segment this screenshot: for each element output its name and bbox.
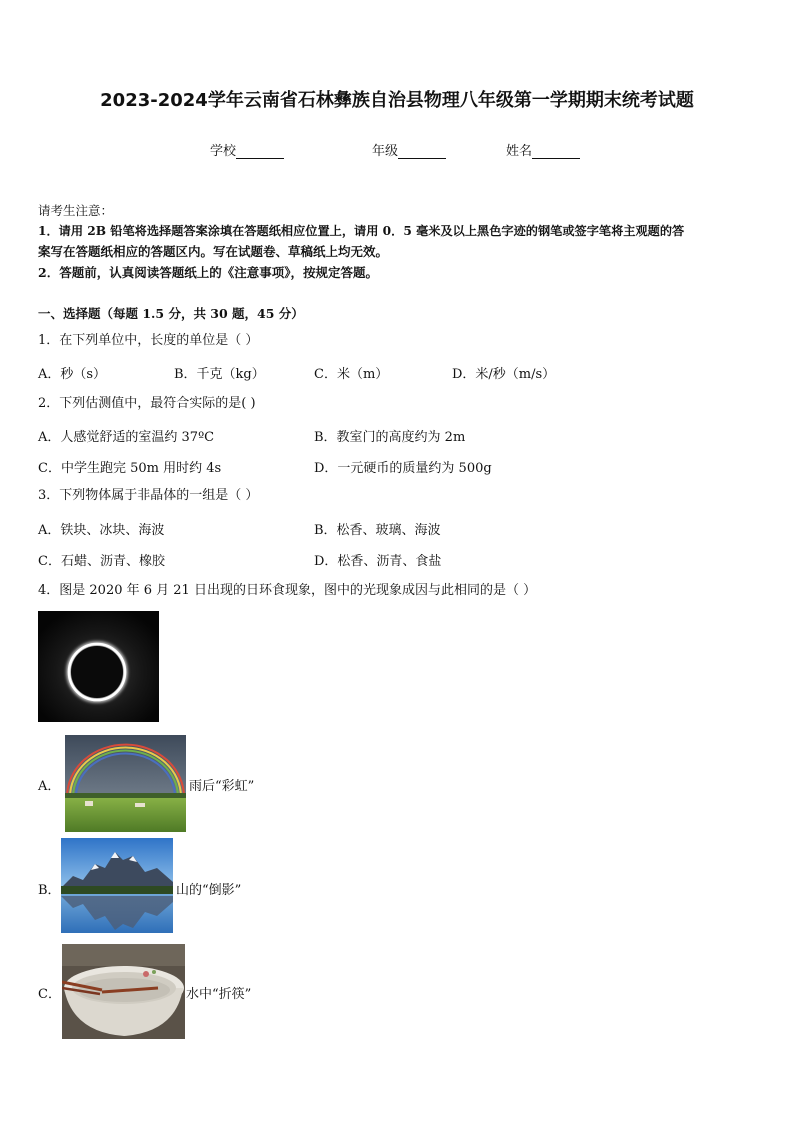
annular-eclipse-illustration bbox=[38, 611, 159, 722]
school-label: 学校 bbox=[210, 144, 237, 159]
q4-option-b-letter: B． bbox=[38, 883, 61, 898]
notice-heading: 请考生注意： bbox=[38, 203, 114, 218]
q4-option-c-letter: C． bbox=[38, 987, 61, 1002]
q3-option-d: D．松香、沥青、食盐 bbox=[314, 554, 442, 569]
q2-option-d: D．一元硬币的质量约为 500g bbox=[314, 461, 492, 476]
notice-item1-line2: 案写在答题纸相应的答题区内。写在试题卷、草稿纸上均无效。 bbox=[38, 244, 389, 259]
q1-option-d: D．米/秒（m/s） bbox=[452, 367, 556, 382]
name-blank bbox=[532, 146, 580, 159]
q3-option-c: C．石蜡、沥青、橡胶 bbox=[38, 554, 165, 569]
q3-option-b: B．松香、玻璃、海波 bbox=[314, 523, 441, 538]
grade-field bbox=[372, 140, 446, 159]
q1-stem: 1．在下列单位中，长度的单位是（ ） bbox=[38, 333, 259, 348]
q1-option-c: C．米（m） bbox=[314, 367, 389, 382]
q4-option-b-text: 山的“倒影” bbox=[176, 883, 242, 898]
q4-option-c-text: 水中“折筷” bbox=[186, 987, 252, 1002]
q2-option-a: A．人感觉舒适的室温约 37ºC bbox=[38, 430, 215, 445]
q2-option-c: C．中学生跑完 50m 用时约 4s bbox=[38, 461, 222, 476]
q2-stem: 2．下列估测值中，最符合实际的是( ) bbox=[38, 396, 256, 411]
mountain-reflection-image bbox=[61, 838, 173, 933]
q4-stem: 4．图是 2020 年 6 月 21 日出现的日环食现象，图中的光现象成因与此相同的是（ ） bbox=[38, 583, 537, 598]
grade-label: 年级 bbox=[372, 144, 399, 159]
q3-option-a: A．铁块、冰块、海波 bbox=[38, 523, 165, 538]
q4-option-a-text: 雨后“彩虹” bbox=[189, 779, 255, 794]
grade-blank bbox=[398, 146, 446, 159]
rainbow-image bbox=[65, 735, 186, 832]
rainbow-illustration bbox=[65, 735, 186, 832]
q1-option-b: B．千克（kg） bbox=[174, 367, 265, 382]
q2-option-b: B．教室门的高度约为 2m bbox=[314, 430, 466, 445]
mountain-reflection-illustration bbox=[61, 838, 173, 933]
q1-option-a: A．秒（s） bbox=[38, 367, 107, 382]
name-label: 姓名 bbox=[506, 144, 533, 159]
eclipse-image bbox=[38, 611, 159, 722]
q3-stem: 3．下列物体属于非晶体的一组是（ ） bbox=[38, 488, 259, 503]
school-field bbox=[210, 140, 284, 159]
name-field bbox=[506, 140, 580, 159]
notice-item1-line1: 1．请用 2B 铅笔将选择题答案涂填在答题纸相应位置上，请用 0．5 毫米及以上黑色字迹的钢笔或签字笔将主观题的答 bbox=[38, 224, 685, 238]
notice-item2: 2．答题前，认真阅读答题纸上的《注意事项》，按规定答题。 bbox=[38, 265, 378, 280]
bowl-chopsticks-illustration bbox=[62, 944, 185, 1039]
school-blank bbox=[236, 146, 284, 159]
bent-chopsticks-image bbox=[62, 944, 185, 1039]
section-heading: 一、选择题（每题 1.5 分，共 30 题，45 分） bbox=[38, 306, 304, 321]
exam-title: 2023-2024学年云南省石林彝族自治县物理八年级第一学期期末统考试题 bbox=[100, 90, 694, 111]
q4-option-a-letter: A． bbox=[38, 779, 61, 794]
